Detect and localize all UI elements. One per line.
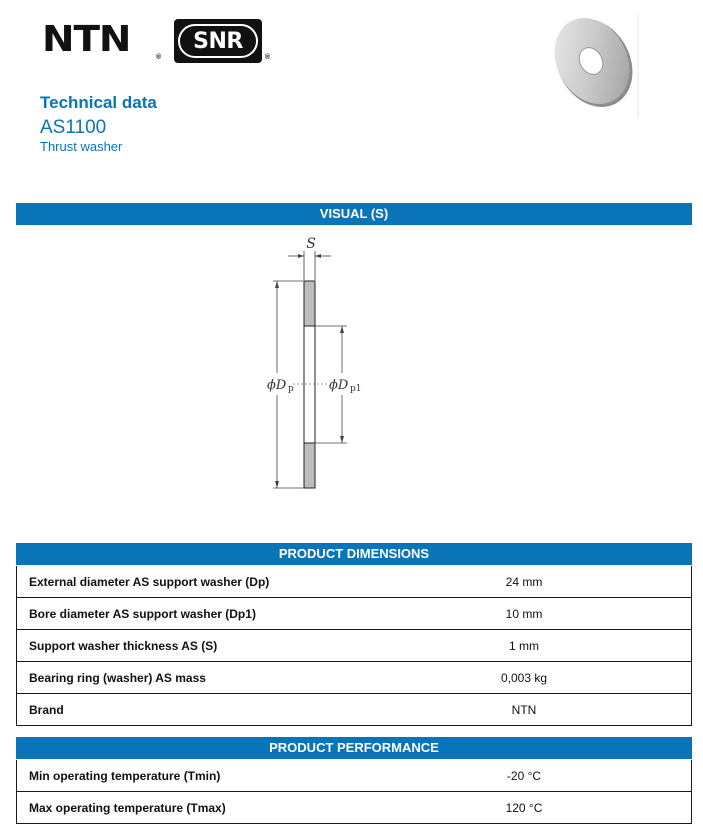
ntn-registered-mark: ® xyxy=(156,54,162,61)
spec-value: 24 mm xyxy=(369,566,692,598)
spec-value: -20 °C xyxy=(369,760,692,792)
spec-label: Max operating temperature (Tmax) xyxy=(17,792,370,824)
ntn-logo: NTN xyxy=(42,19,131,60)
spec-value: 0,003 kg xyxy=(369,662,692,694)
spec-value: 10 mm xyxy=(369,598,692,630)
spec-label: Brand xyxy=(17,694,370,726)
table-row xyxy=(17,760,692,792)
spec-label: Bearing ring (washer) AS mass xyxy=(17,662,370,694)
visual-section-header: VISUAL (S) xyxy=(16,203,692,225)
snr-logo xyxy=(174,19,262,63)
product-type: Thrust washer xyxy=(40,139,123,154)
spec-value: NTN xyxy=(369,694,692,726)
table-row xyxy=(17,598,692,630)
product-washer-image xyxy=(548,14,640,118)
spec-label: Min operating temperature (Tmin) xyxy=(17,760,370,792)
table-row xyxy=(17,566,692,598)
snr-logo-text: SNR xyxy=(193,28,243,54)
technical-data-heading: Technical data xyxy=(40,93,157,112)
spec-label: Bore diameter AS support washer (Dp1) xyxy=(17,598,370,630)
spec-label: External diameter AS support washer (Dp) xyxy=(17,566,370,598)
bore-diameter-subscript: p1 xyxy=(350,384,362,394)
washer-bore xyxy=(304,326,315,443)
washer-technical-drawing xyxy=(255,233,395,495)
thickness-label: S xyxy=(306,236,316,252)
spec-label: Support washer thickness AS (S) xyxy=(17,630,370,662)
washer-section-bottom xyxy=(304,443,315,488)
snr-logo-pill xyxy=(178,24,258,58)
title-block xyxy=(40,92,157,154)
dimensions-section-header: PRODUCT DIMENSIONS xyxy=(16,543,692,565)
performance-table xyxy=(16,760,692,824)
performance-section-header: PRODUCT PERFORMANCE xyxy=(16,737,692,759)
table-row xyxy=(17,792,692,824)
spec-value: 120 °C xyxy=(369,792,692,824)
outer-diameter-subscript: p xyxy=(288,384,294,394)
outer-diameter-label: ϕD xyxy=(267,378,287,393)
table-row xyxy=(17,662,692,694)
washer-section-top xyxy=(304,281,315,326)
snr-registered-mark: ® xyxy=(265,54,271,61)
table-row xyxy=(17,694,692,726)
table-row xyxy=(17,630,692,662)
bore-diameter-label: ϕD xyxy=(329,378,349,393)
spec-value: 1 mm xyxy=(369,630,692,662)
dimensions-table xyxy=(16,566,692,726)
product-code: AS1100 xyxy=(40,117,107,138)
